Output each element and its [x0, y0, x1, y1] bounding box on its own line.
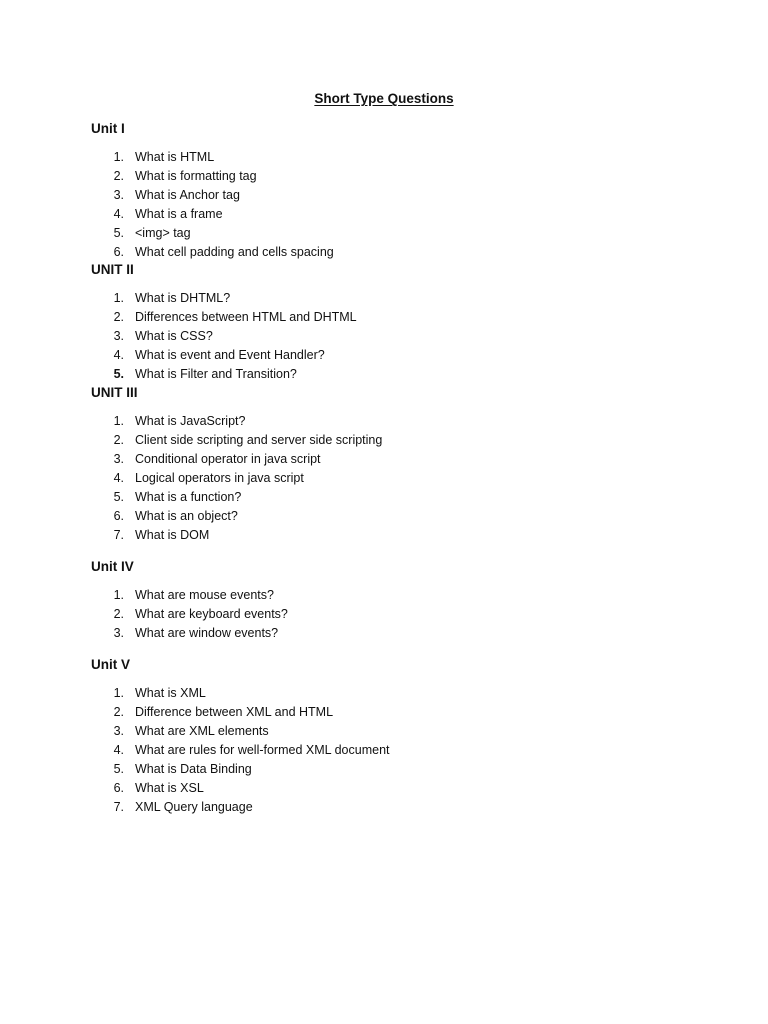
question-number: 1. — [113, 414, 124, 428]
question-number: 3. — [113, 626, 124, 640]
question-number: 3. — [113, 329, 124, 343]
question-text: What is HTML — [135, 150, 215, 164]
question-text: What are mouse events? — [135, 588, 274, 602]
unit-3-heading: UNIT III — [91, 385, 138, 400]
question-number: 5. — [113, 490, 124, 504]
question-number: 3. — [113, 452, 124, 466]
question-number: 5. — [113, 226, 124, 240]
question-number: 1. — [113, 150, 124, 164]
unit-1-heading: Unit I — [91, 121, 125, 136]
question-number: 5. — [113, 367, 124, 381]
question-text: What is a function? — [135, 490, 242, 504]
unit-5-heading: Unit V — [91, 657, 130, 672]
question-text: Logical operators in java script — [135, 471, 304, 485]
question-text: Client side scripting and server side scripting — [135, 433, 383, 447]
question-text: What is XML — [135, 686, 206, 700]
question-text: What is JavaScript? — [135, 414, 246, 428]
question-number: 2. — [113, 310, 124, 324]
question-text: What is an object? — [135, 509, 238, 523]
question-text: What are window events? — [135, 626, 279, 640]
question-number: 4. — [113, 743, 124, 757]
question-text: Conditional operator in java script — [135, 452, 321, 466]
question-number: 7. — [113, 800, 124, 814]
question-text: What is Anchor tag — [135, 188, 240, 202]
question-text: What is XSL — [135, 781, 204, 795]
question-text: Difference between XML and HTML — [135, 705, 334, 719]
question-text: What are rules for well-formed XML document — [135, 743, 390, 757]
question-number: 6. — [113, 245, 124, 259]
question-number: 4. — [113, 207, 124, 221]
question-number: 2. — [113, 169, 124, 183]
question-text: What is event and Event Handler? — [135, 348, 325, 362]
question-number: 5. — [113, 762, 124, 776]
question-text: What is formatting tag — [135, 169, 257, 183]
question-number: 2. — [113, 433, 124, 447]
question-number: 7. — [113, 528, 124, 542]
question-text: What is a frame — [135, 207, 223, 221]
question-number: 6. — [113, 509, 124, 523]
question-text: What are keyboard events? — [135, 607, 288, 621]
unit-4-heading: Unit IV — [91, 559, 134, 574]
question-number: 4. — [113, 471, 124, 485]
question-number: 2. — [113, 607, 124, 621]
question-number: 4. — [113, 348, 124, 362]
question-number: 2. — [113, 705, 124, 719]
question-text: Differences between HTML and DHTML — [135, 310, 357, 324]
question-number: 3. — [113, 724, 124, 738]
unit-2-heading: UNIT II — [91, 262, 134, 277]
question-text: What are XML elements — [135, 724, 269, 738]
question-number: 3. — [113, 188, 124, 202]
page-title: Short Type Questions — [314, 91, 454, 106]
question-text: What is CSS? — [135, 329, 213, 343]
question-number: 1. — [113, 588, 124, 602]
question-text: What is DOM — [135, 528, 210, 542]
question-text: What is DHTML? — [135, 291, 231, 305]
question-number: 1. — [113, 686, 124, 700]
question-text: What cell padding and cells spacing — [135, 245, 334, 259]
question-text: What is Filter and Transition? — [135, 367, 297, 381]
question-text: <img> tag — [135, 226, 191, 240]
question-number: 6. — [113, 781, 124, 795]
question-text: XML Query language — [135, 800, 253, 814]
question-text: What is Data Binding — [135, 762, 252, 776]
question-number: 1. — [113, 291, 124, 305]
